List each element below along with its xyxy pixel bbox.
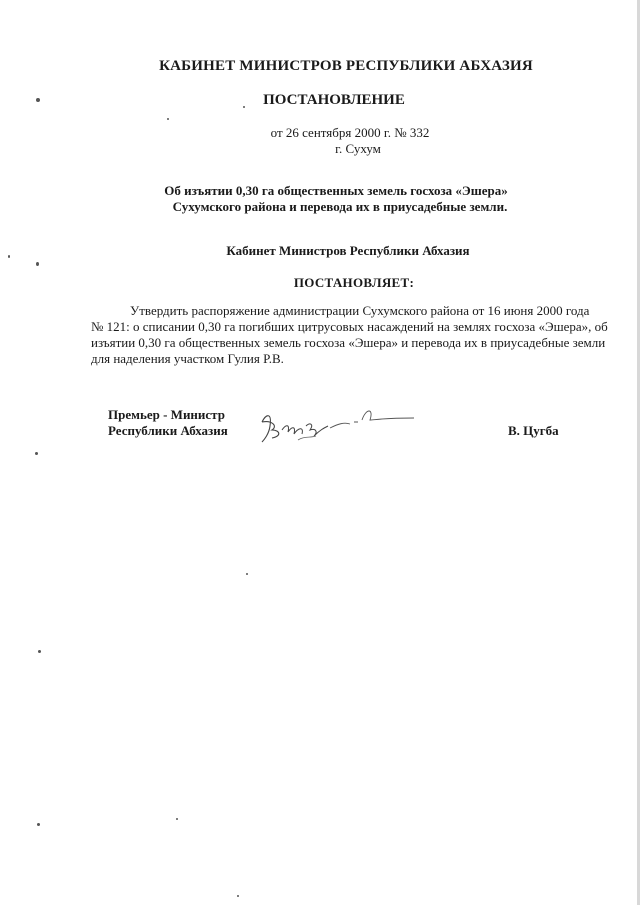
scan-speck	[176, 818, 178, 820]
resolves-heading: ПОСТАНОВЛЯЕТ:	[293, 275, 415, 290]
organization-heading: КАБИНЕТ МИНИСТРОВ РЕСПУБЛИКИ АБХАЗИЯ	[159, 58, 533, 74]
subject-line-1: Об изъятии 0,30 га общественных земель госхоза «Эшера»	[164, 183, 508, 198]
signer-name: В. Цугба	[508, 423, 559, 438]
document-type-heading: ПОСТАНОВЛЕНИЕ	[263, 92, 405, 108]
scan-speck	[36, 98, 40, 102]
scan-speck	[246, 573, 248, 575]
body-line-1: Утвердить распоряжение администрации Сухумского района от 16 июня 2000 года	[130, 303, 590, 318]
scan-speck	[167, 118, 169, 120]
body-line-2: № 121: о списании 0,30 га погибших цитрусовых насаждений на землях госхоза «Эшера», об	[91, 319, 608, 334]
subject-line-2: Сухумского района и перевода их в приусадебные земли.	[172, 199, 508, 214]
signer-title-2: Республики Абхазия	[108, 423, 228, 438]
body-line-4: для наделения участком Гулия Р.В.	[91, 351, 284, 366]
signer-title-1: Премьер - Министр	[108, 407, 225, 422]
scan-speck	[8, 255, 10, 258]
handwritten-signature	[258, 400, 418, 450]
scan-speck	[35, 452, 38, 455]
authority-line: Кабинет Министров Республики Абхазия	[226, 243, 470, 258]
city-line: г. Сухум	[335, 141, 381, 156]
scan-speck	[237, 895, 239, 897]
scan-speck	[37, 823, 40, 826]
scan-speck	[38, 650, 41, 653]
scan-speck	[36, 262, 39, 266]
scan-speck	[243, 106, 245, 108]
date-line: от 26 сентября 2000 г. № 332	[270, 125, 430, 140]
body-line-3: изъятии 0,30 га общественных земель госхоза «Эшера» и перевода их в приусадебные земли	[91, 335, 606, 350]
